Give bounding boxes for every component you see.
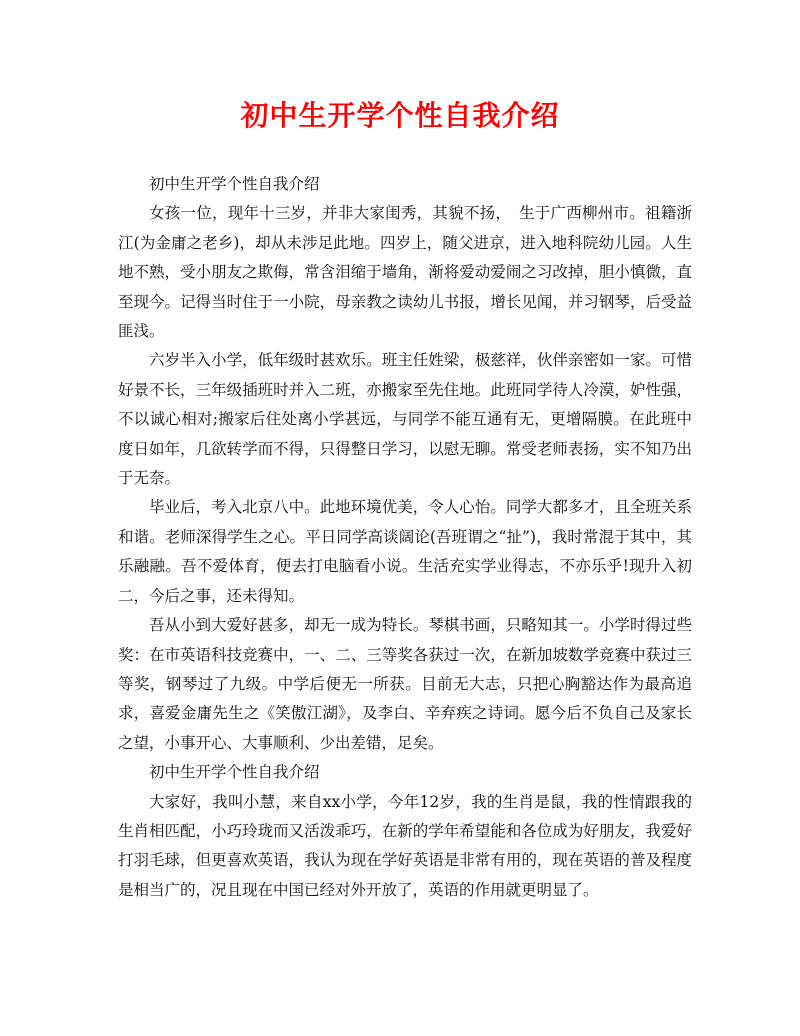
section-heading: 初中生开学个性自我介绍 xyxy=(149,175,320,193)
paragraph: 女孩一位，现年十三岁，并非大家闺秀，其貌不扬， 生于广西柳州市。祖籍浙江(为金庸之老乡)，却从未涉足此地。四岁上，随父进京，进入地科院幼儿园。人生地不熟，受小朋友之欺侮，常含泪缩于墙角，渐将爱动爱闹之习改掉，胆小慎微，直至现今。记得当时住于一小院，母亲教之读幼儿书报，增长见闻，并习钢琴，后受益匪浅。 xyxy=(118,204,692,341)
paragraph: 吾从小到大爱好甚多，却无一成为特长。琴棋书画，只略知其一。小学时得过些奖：在市英语科技竞赛中，一、二、三等奖各获过一次，在新加坡数学竞赛中获过三等奖，钢琴过了九级。中学后便无一所获。目前无大志，只把心胸豁达作为最高追求，喜爱金庸先生之《笑傲江湖》，及李白、辛弃疾之诗词。愿今后不负自己及家长之望，小事开心、大事顺利、少出差错，足矣。 xyxy=(118,616,692,752)
paragraph: 大家好，我叫小慧，来自xx小学，今年12岁，我的生肖是鼠，我的性情跟我的生肖相匹配，小巧玲珑而又活泼乖巧，在新的学年希望能和各位成为好朋友，我爱好打羽毛球，但更喜欢英语，我认为现在学好英语是非常有用的，现在英语的普及程度是相当广的，况且现在中国已经对外开放了，英语的作用就更明显了。 xyxy=(118,792,692,899)
section-heading: 初中生开学个性自我介绍 xyxy=(149,763,320,782)
paragraph: 毕业后，考入北京八中。此地环境优美，令人心怡。同学大都多才，且全班关系和谐。老师深得学生之心。平日同学高谈阔论(吾班谓之“扯”)，我时常混于其中，其乐融融。吾不爱体育，便去打电脑看小说。生活充实学业得志，不亦乐乎!现升入初二，今后之事，还未得知。 xyxy=(118,498,692,605)
document-body xyxy=(118,170,692,905)
document-title: 初中生开学个性自我介绍 xyxy=(240,99,560,132)
paragraph: 六岁半入小学，低年级时甚欢乐。班主任姓梁，极慈祥，伙伴亲密如一家。可惜好景不长，三年级插班时并入二班，亦搬家至先住地。此班同学待人冷漠，妒性强，不以诚心相对;搬家后住处离小学甚远，与同学不能互通有无，更增隔膜。在此班中度日如年，几欲转学而不得，只得整日学习，以慰无聊。常受老师表扬，实不知乃出于无奈。 xyxy=(118,351,692,488)
